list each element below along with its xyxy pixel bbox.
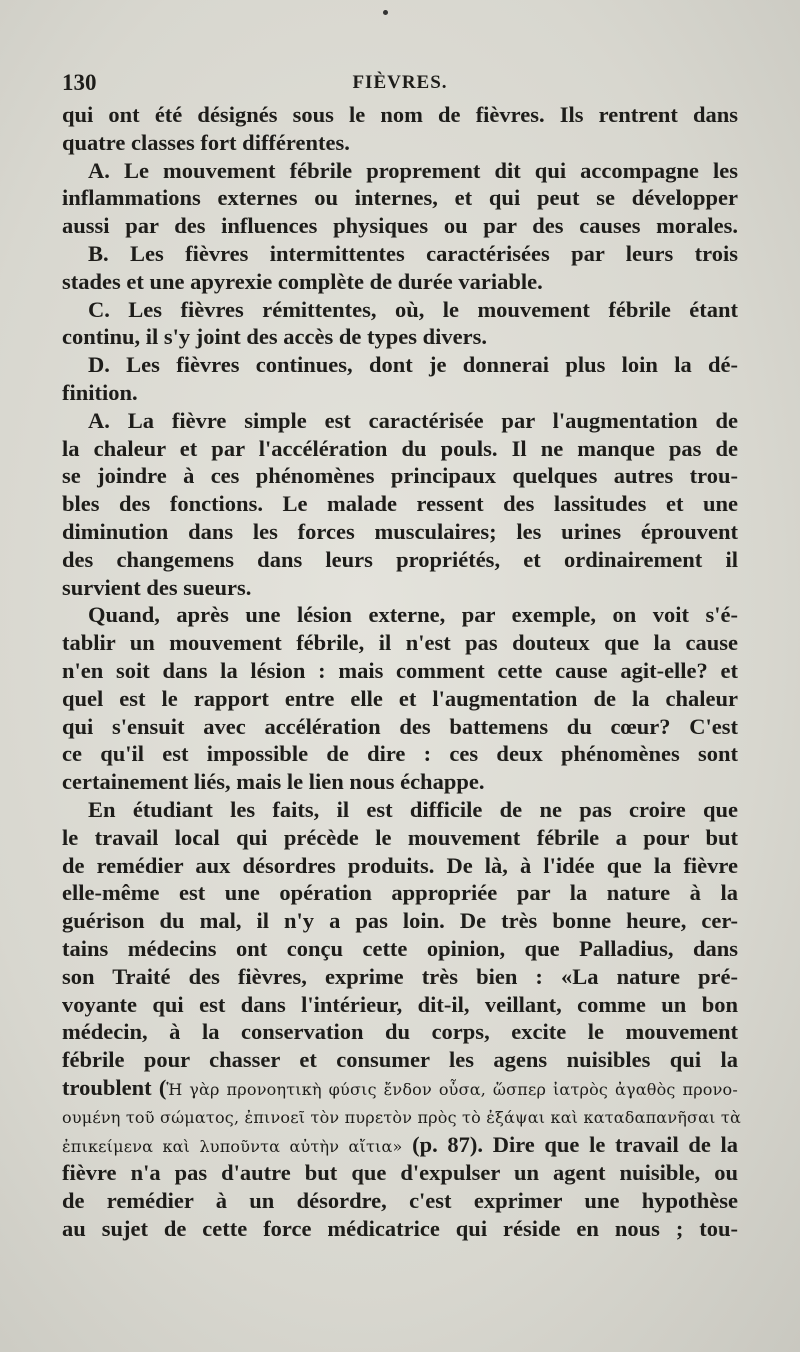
text-line: stades et une apyrexie complète de durée variable. bbox=[62, 268, 543, 294]
text-line: quel est le rapport entre elle et l'augmentation de la chaleur bbox=[62, 685, 738, 711]
text-line: aussi par des influences physiques ou par des causes morales. bbox=[62, 213, 738, 239]
text-line: le travail local qui précède le mouvement fébrile a pour but bbox=[62, 824, 738, 850]
text-line: tains médecins ont conçu cette opinion, que Palladius, dans bbox=[62, 935, 738, 961]
text-line: A. La fièvre simple est caractérisée par l'augmentation de bbox=[88, 407, 738, 433]
text-line: au sujet de cette force médicatrice qui réside en nous ; tou- bbox=[62, 1215, 738, 1241]
text-line: se joindre à ces phénomènes principaux quelques autres trou- bbox=[62, 463, 738, 489]
text-line: Quand, après une lésion externe, par exemple, on voit s'é- bbox=[88, 602, 738, 628]
text-line: En étudiant les faits, il est difficile de ne pas croire que bbox=[88, 796, 738, 822]
text-line: son Traité des fièvres, exprime très bien : «La nature pré- bbox=[62, 963, 738, 989]
text-line: fébrile pour chasser et consumer les agens nuisibles qui la bbox=[62, 1047, 738, 1073]
text-line: certainement liés, mais le lien nous échappe. bbox=[62, 769, 485, 795]
text-line: la chaleur et par l'accélération du pouls. Il ne manque pas de bbox=[62, 435, 738, 461]
ink-spot bbox=[383, 10, 388, 15]
text-line: ουμένη τοῦ σώματος, ἐπινοεῖ τὸν πυρετὸν πρὸς τὸ ἐξάψαι καὶ καταδαπανῆσαι τὰ bbox=[62, 1108, 741, 1128]
text-line: finition. bbox=[62, 379, 138, 405]
body-text bbox=[62, 101, 741, 1243]
text-line: quatre classes fort différentes. bbox=[62, 129, 350, 155]
text-line: B. Les fièvres intermittentes caractérisées par leurs trois bbox=[88, 240, 738, 266]
text-line: qui s'ensuit avec accélération des battemens du cœur? C'est bbox=[62, 713, 738, 739]
text-line: voyante qui est dans l'intérieur, dit-il, veillant, comme un bon bbox=[62, 991, 738, 1017]
text-line: ce qu'il est impossible de dire : ces deux phénomènes sont bbox=[62, 741, 738, 767]
text-line: D. Les fièvres continues, dont je donnerai plus loin la dé- bbox=[88, 352, 738, 378]
text-line: A. Le mouvement fébrile proprement dit qui accompagne les bbox=[88, 157, 738, 183]
text-line: tablir un mouvement fébrile, il n'est pas douteux que la cause bbox=[62, 630, 738, 656]
text-line: n'en soit dans la lésion : mais comment cette cause agit-elle? et bbox=[62, 657, 738, 683]
text-line: des changemens dans leurs propriétés, et ordinairement il bbox=[62, 546, 738, 572]
text-line: médecin, à la conservation du corps, excite le mouvement bbox=[62, 1019, 738, 1045]
text-line: bles des fonctions. Le malade ressent des lassitudes et une bbox=[62, 491, 738, 517]
text-line: inflammations externes ou internes, et qui peut se développer bbox=[62, 185, 738, 211]
running-title: FIÈVRES. bbox=[352, 72, 448, 93]
text-line: qui ont été désignés sous le nom de fièvres. Ils rentrent dans bbox=[62, 102, 738, 127]
text-line: elle-même est une opération appropriée par la nature à la bbox=[62, 880, 738, 906]
text-line: guérison du mal, il n'y a pas loin. De très bonne heure, cer- bbox=[62, 908, 738, 934]
text-line: de remédier aux désordres produits. De là, à l'idée que la fièvre bbox=[62, 852, 738, 878]
text-line: de remédier à un désordre, c'est exprimer une hypothèse bbox=[62, 1188, 738, 1214]
text-line: troublent (Ἡ γὰρ προνοητικὴ φύσις ἔνδον οὖσα, ὥσπερ ἰατρὸς ἀγαθὸς προνο- bbox=[62, 1074, 738, 1100]
text-line: diminution dans les forces musculaires; les urines éprouvent bbox=[62, 518, 738, 544]
text-line: survient des sueurs. bbox=[62, 574, 252, 600]
text-line: continu, il s'y joint des accès de types divers. bbox=[62, 324, 487, 350]
text-line: fièvre n'a pas d'autre but que d'expulser un agent nuisible, ou bbox=[62, 1160, 738, 1186]
text-line: C. Les fièvres rémittentes, où, le mouvement fébrile étant bbox=[88, 296, 738, 322]
text-line: ἐπικείμενα καὶ λυποῦντα αὐτὴν αἴτια» (p. 87). Dire que le travail de la bbox=[62, 1131, 738, 1157]
page-number: 130 bbox=[62, 70, 97, 95]
page-header bbox=[62, 70, 738, 100]
